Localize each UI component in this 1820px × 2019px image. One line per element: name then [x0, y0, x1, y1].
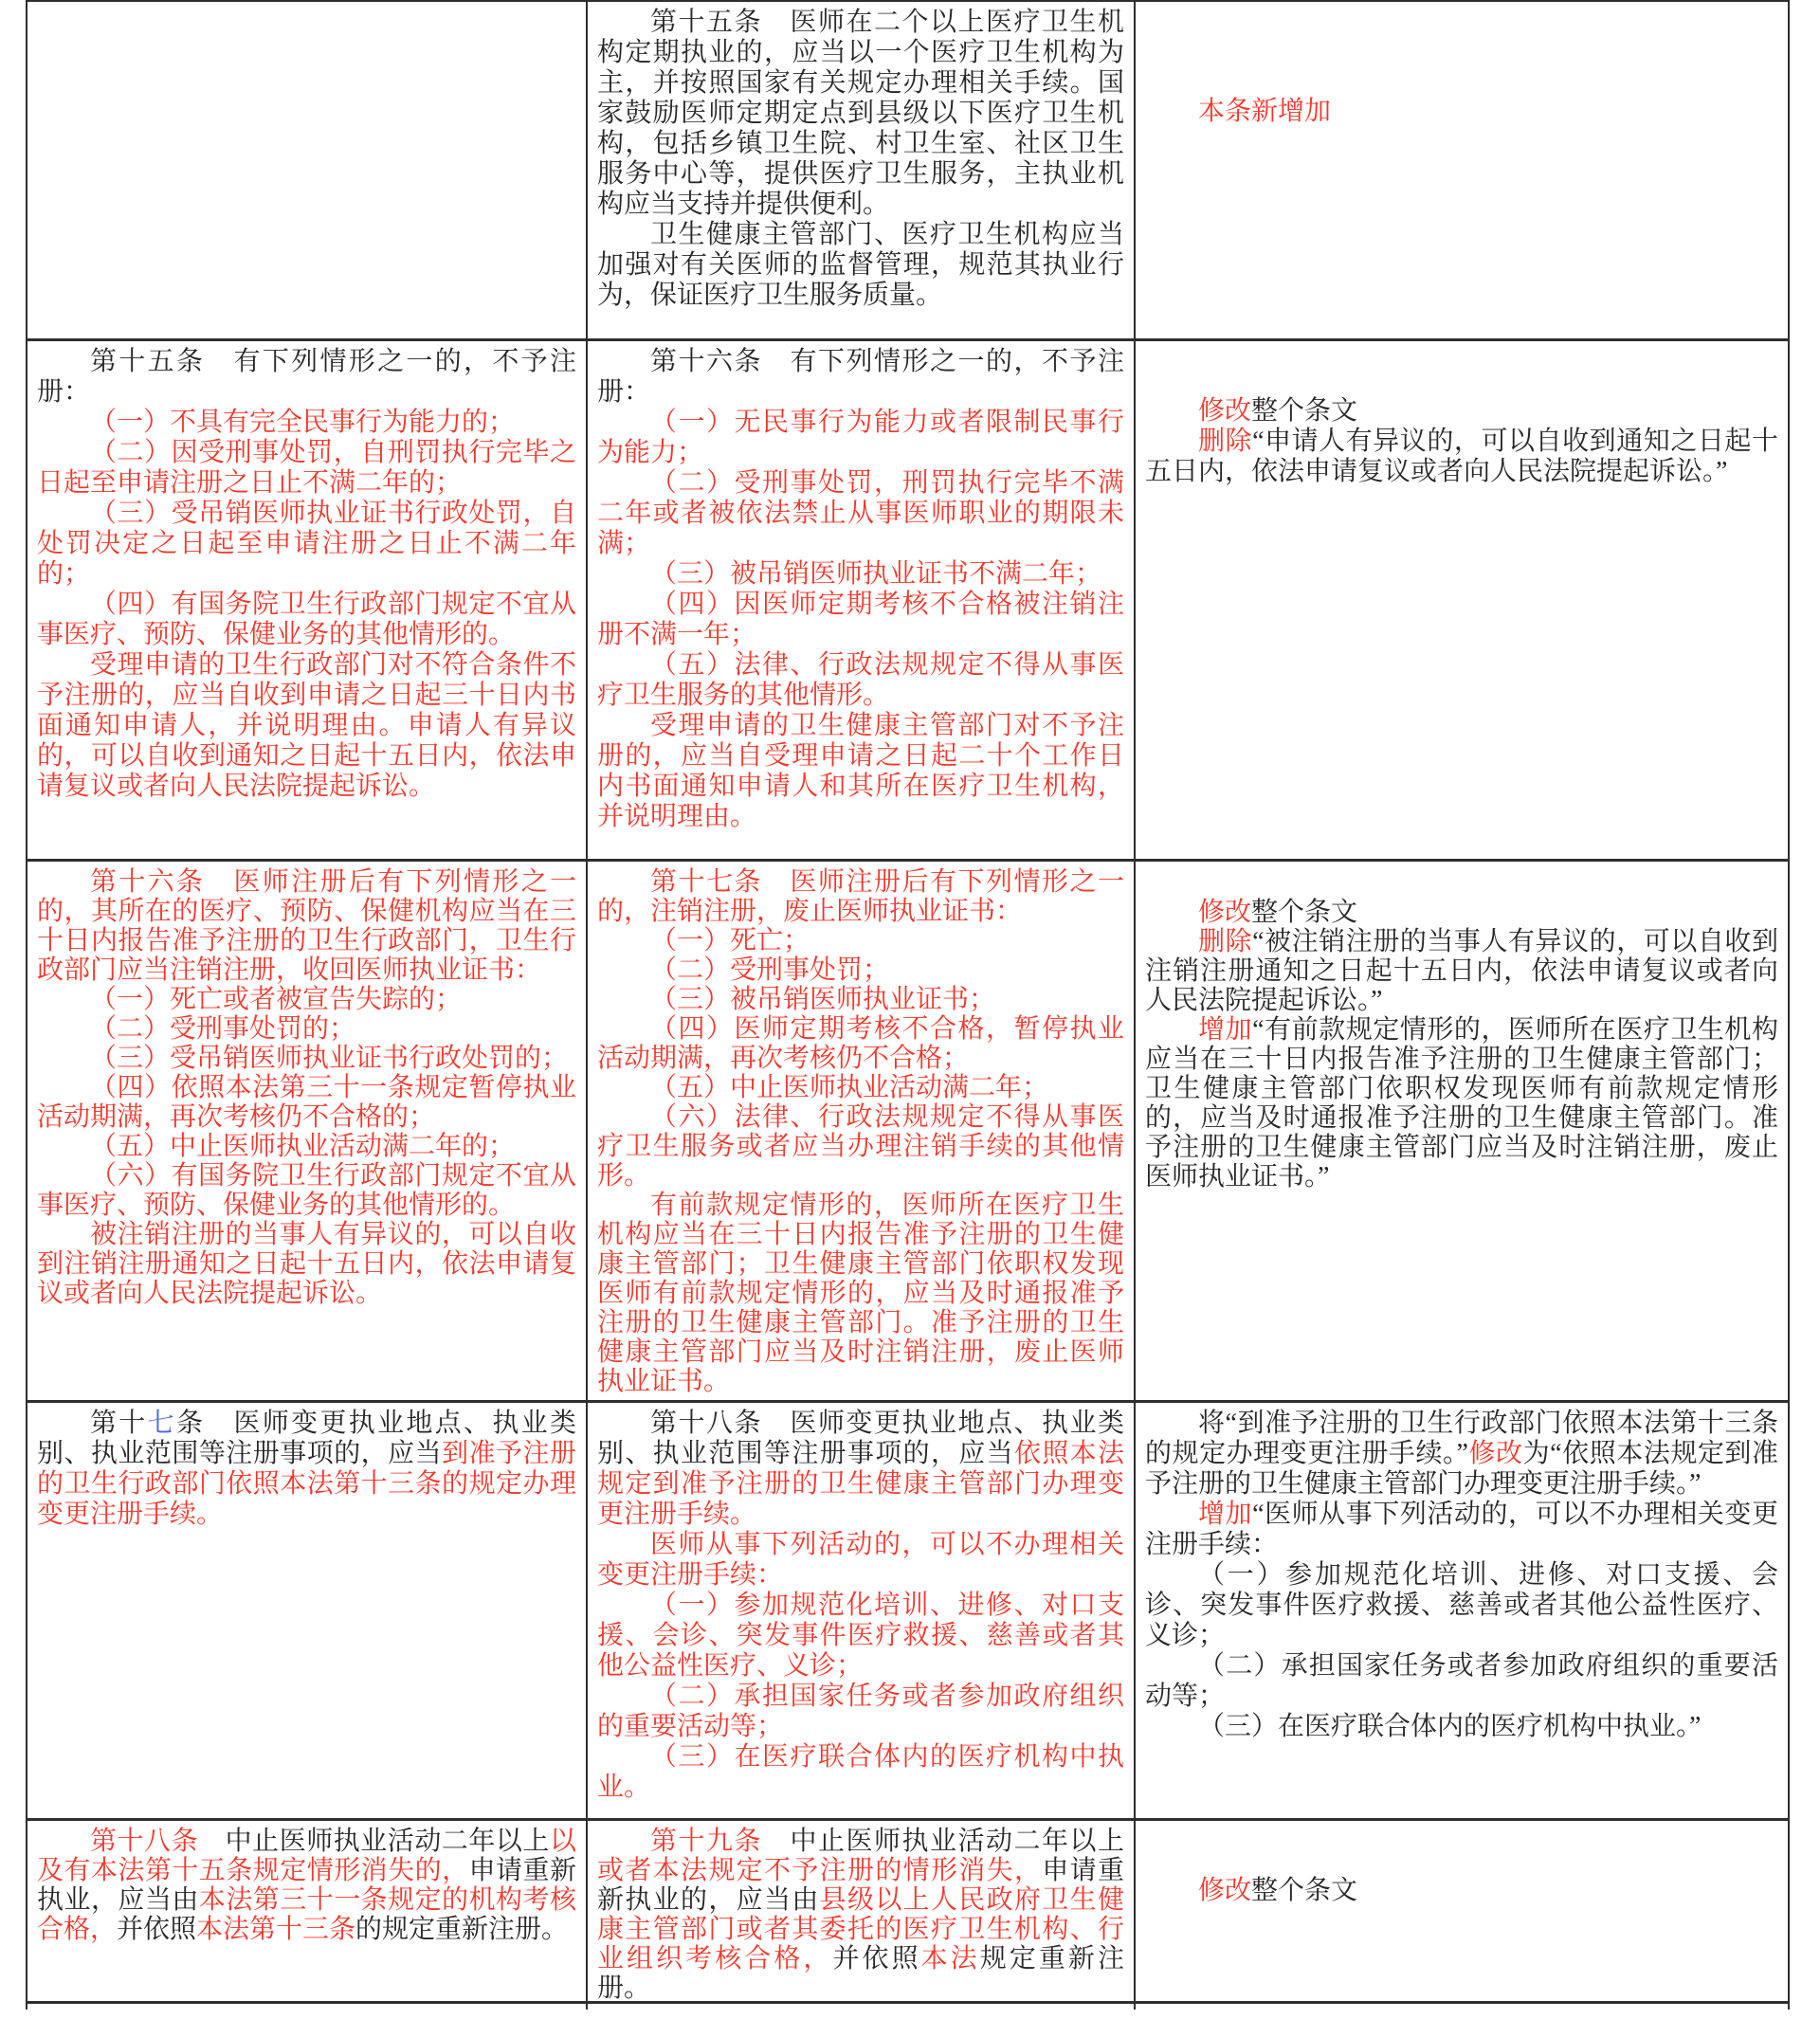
- new-law-cell: [588, 2, 1136, 338]
- paragraph: [1145, 97, 1778, 127]
- text-run: 增加: [1198, 1015, 1253, 1045]
- revision-note-cell: [1136, 2004, 1788, 2010]
- revision-note-cell: [1136, 1821, 1788, 2001]
- text-run: 增加: [1198, 1500, 1253, 1529]
- text-run: （一）死亡或者被宣告失踪的；: [90, 985, 463, 1014]
- text-run: 为“依照本法规定到准予注册的卫生健康主管部门办理变更注册手续。”: [1145, 1439, 1778, 1499]
- old-law-cell: [27, 2004, 588, 2010]
- text-run: 本法第三十一条规定的机构考核合格，: [37, 1885, 576, 1944]
- old-law-cell: [27, 1403, 588, 1818]
- paragraph: [597, 220, 1124, 311]
- text-run: 第十: [90, 1409, 148, 1438]
- paragraph: [1145, 1500, 1778, 1560]
- text-run: 规定重新注册。: [597, 1944, 1124, 2001]
- text-run: 并依照: [117, 1915, 197, 1944]
- text-run: （三）被吊销医师执业证书不满二年；: [650, 559, 1102, 589]
- text-run: 第十九条: [650, 1827, 762, 1856]
- paragraph: [597, 867, 1124, 926]
- row-article15-new: [27, 2, 1788, 341]
- paragraph: [597, 1827, 1124, 2001]
- text-run: 第十八条: [90, 1827, 199, 1856]
- paragraph: [37, 1827, 576, 1944]
- text-run: 将“到准予注册的卫生行政部门依照本法第十三条的规定办理变更注册手续。”: [1145, 1409, 1778, 1468]
- row-deregistration: [27, 862, 1788, 1403]
- new-law-cell: [588, 862, 1136, 1400]
- new-law-cell: [588, 341, 1136, 859]
- paragraph: [597, 1191, 1124, 1396]
- paragraph: [597, 1591, 1124, 1682]
- text-run: （四）依照本法第三十一条规定暂停执业活动期满，再次考核仍不合格的；: [37, 1073, 576, 1132]
- text-run: 第十六条 医师注册后有下列情形之一的，其所在的医疗、预防、保健机构应当在三十日内报告准予注册的卫生行政部门，卫生行政部门应当注销注册，收回医师执业证书：: [37, 867, 576, 985]
- paragraph: [37, 1409, 576, 1530]
- paragraph: [597, 1102, 1124, 1191]
- text-run: “申请人有异议的，可以自收到通知之日起十五日内，依法申请复议或者向人民法院提起诉讼。”: [1145, 427, 1778, 486]
- text-run: 县级以上人民政府卫生健康主管部门或者其委托的医疗卫生机构、行业组织考核合格，: [597, 1885, 1124, 1974]
- row-next-partial: [27, 2004, 1788, 2010]
- text-run: 删除: [1198, 427, 1253, 456]
- text-run: （四）医师定期考核不合格，暂停执业活动期满，再次考核仍不合格；: [597, 1014, 1124, 1073]
- new-law-cell: [588, 1821, 1136, 2001]
- revision-note-cell: [1136, 862, 1788, 1400]
- text-run: （一）不具有完全民事行为能力的；: [90, 408, 516, 437]
- text-run: （六）法律、行政法规规定不得从事医疗卫生服务或者应当办理注销手续的其他情形。: [597, 1102, 1124, 1191]
- paragraph: [1145, 1651, 1778, 1712]
- paragraph: [1145, 396, 1778, 427]
- text-run: 第十七条 医师注册后有下列情形之一的，注销注册，废止医师执业证书：: [597, 867, 1124, 926]
- row-registration-denial: [27, 341, 1788, 862]
- new-law-cell: [588, 2004, 1136, 2010]
- text-run: 依照本法规定到准予注册的卫生健康主管部门办理变更注册手续。: [597, 1439, 1124, 1529]
- paragraph: [597, 1014, 1124, 1073]
- paragraph: [1145, 898, 1778, 927]
- text-run: 第十五条 有下列情形之一的，不予注册：: [37, 347, 576, 407]
- paragraph: [37, 438, 576, 499]
- paragraph: [597, 711, 1124, 832]
- text-run: 整个条文: [1251, 898, 1358, 927]
- text-run: 受理申请的卫生行政部门对不符合条件不予注册的，应当自收到申请之日起三十日内书面通知申请人，并说明理由。申请人有异议的，可以自收到通知之日起十五日内，依法申请复议或者向人民法院提起诉讼。: [37, 650, 576, 801]
- text-run: 申请重新执业，应当由: [37, 1856, 576, 1915]
- paragraph: [37, 867, 576, 985]
- new-law-cell: [588, 1403, 1136, 1818]
- law-comparison-table: [26, 0, 1790, 2010]
- text-run: “被注销注册的当事人有异议的，可以自收到注销注册通知之日起十五日内，依法申请复议或者向人民法院提起诉讼。”: [1145, 927, 1778, 1015]
- text-run: 修改: [1198, 898, 1252, 927]
- paragraph: [1145, 927, 1778, 1015]
- old-law-cell: [27, 341, 588, 859]
- text-run: 条 医师变更执业地点、执业类别、执业范围等注册事项的，应当: [37, 1409, 576, 1468]
- text-run: （一）参加规范化培训、进修、对口支援、会诊、突发事件医疗救援、慈善或者其他公益性医疗、义诊；: [1145, 1560, 1778, 1650]
- paragraph: [37, 1073, 576, 1132]
- text-run: 本法第十三条: [196, 1915, 356, 1944]
- text-run: 修改: [1467, 1439, 1523, 1468]
- text-run: 第十八条 医师变更执业地点、执业类别、执业范围等注册事项的，应当: [597, 1409, 1124, 1468]
- text-run: （二）承担国家任务或者参加政府组织的重要活动等；: [597, 1682, 1124, 1741]
- text-run: 的规定重新注册。: [355, 1915, 569, 1944]
- text-run: 本法: [920, 1944, 980, 1974]
- paragraph: [597, 468, 1124, 559]
- paragraph: [37, 1161, 576, 1220]
- text-run: （三）在医疗联合体内的医疗机构中执业。”: [1198, 1712, 1702, 1741]
- text-run: 整个条文: [1251, 1876, 1358, 1905]
- old-law-cell: [27, 1821, 588, 2001]
- paragraph: [1145, 427, 1778, 487]
- paragraph: [597, 650, 1124, 711]
- text-run: 医师从事下列活动的，可以不办理相关变更注册手续：: [597, 1530, 1124, 1590]
- text-run: （五）法律、行政法规规定不得从事医疗卫生服务的其他情形。: [597, 650, 1124, 710]
- paragraph: [597, 1682, 1124, 1742]
- text-run: （四）有国务院卫生行政部门规定不宜从事医疗、预防、保健业务的其他情形的。: [37, 590, 576, 649]
- paragraph: [37, 1014, 576, 1044]
- text-run: 受理申请的卫生健康主管部门对不予注册的，应当自受理申请之日起二十个工作日内书面通知申请人和其所在医疗卫生机构，并说明理由。: [597, 711, 1124, 831]
- paragraph: [37, 650, 576, 802]
- text-run: 修改: [1198, 1876, 1252, 1905]
- revision-note-cell: [1136, 2, 1788, 338]
- paragraph: [37, 1132, 576, 1161]
- row-resume-practice: [27, 1821, 1788, 2004]
- text-run: （二）受刑事处罚；: [650, 955, 890, 985]
- text-run: 中止医师执业活动二年以上: [762, 1827, 1124, 1856]
- text-run: 到准予注册的卫生行政部门依照本法第十三条的规定办理变更注册手续。: [37, 1439, 576, 1529]
- text-run: 或者本法规定不予注册的情形消失，: [597, 1856, 1043, 1885]
- old-law-cell: [27, 862, 588, 1400]
- text-run: （四）因医师定期考核不合格被注销注册不满一年；: [597, 590, 1124, 649]
- paragraph: [37, 590, 576, 650]
- text-run: 整个条文: [1251, 396, 1358, 426]
- old-law-cell: [27, 2, 588, 338]
- text-run: 有前款规定情形的，医师所在医疗卫生机构应当在三十日内报告准予注册的卫生健康主管部门；卫生健康主管部门依职权发现医师有前款规定情形的，应当及时通报准予注册的卫生健康主管部门。准予注册的卫生健康主管部门应当及时注销注册，废止医师执业证书。: [597, 1191, 1124, 1396]
- paragraph: [37, 1044, 576, 1073]
- text-run: 修改: [1198, 396, 1252, 426]
- paragraph: [1145, 1015, 1778, 1191]
- paragraph: [597, 347, 1124, 408]
- text-run: 本条新增加: [1198, 97, 1332, 126]
- revision-note-cell: [1136, 341, 1788, 859]
- text-run: （二）受刑事处罚的；: [90, 1014, 356, 1044]
- text-run: 删除: [1198, 927, 1253, 956]
- text-run: 中止医师执业活动二年以上: [198, 1827, 550, 1856]
- paragraph: [37, 1220, 576, 1308]
- paragraph: [597, 1742, 1124, 1803]
- text-run: “医师从事下列活动的，可以不办理相关变更注册手续：: [1145, 1500, 1778, 1559]
- text-run: （三）受吊销医师执业证书行政处罚的；: [90, 1044, 569, 1073]
- text-run: 以及有本法第十五条规定情形消失的，: [37, 1827, 576, 1885]
- paragraph: [1145, 1409, 1778, 1500]
- text-run: （二）受刑事处罚，刑罚执行完毕不满二年或者被依法禁止从事医师职业的期限未满；: [597, 468, 1124, 558]
- text-run: （二）因受刑事处罚，自刑罚执行完毕之日起至申请注册之日止不满二年的；: [37, 438, 576, 498]
- text-run: 被注销注册的当事人有异议的，可以自收到注销注册通知之日起十五日内，依法申请复议或者向人民法院提起诉讼。: [37, 1220, 576, 1308]
- text-run: 七: [147, 1409, 176, 1438]
- paragraph: [597, 985, 1124, 1014]
- text-run: （二）承担国家任务或者参加政府组织的重要活动等；: [1145, 1651, 1778, 1711]
- text-run: 卫生健康主管部门、医疗卫生机构应当加强对有关医师的监督管理，规范其执业行为，保证医疗卫生服务质量。: [597, 220, 1124, 310]
- revision-note-cell: [1136, 1403, 1788, 1818]
- text-run: （三）被吊销医师执业证书；: [650, 985, 996, 1014]
- text-run: “有前款规定情形的，医师所在医疗卫生机构应当在三十日内报告准予注册的卫生健康主管部门；卫生健康主管部门依职权发现医师有前款规定情形的，应当及时通报准予注册的卫生健康主管部门。准予注册的卫生健康主管部门应当及时注销注册，废止医师执业证书。”: [1145, 1015, 1778, 1191]
- text-run: （五）中止医师执业活动满二年的；: [90, 1132, 516, 1161]
- text-run: （六）有国务院卫生行政部门规定不宜从事医疗、预防、保健业务的其他情形的。: [37, 1161, 576, 1220]
- text-run: （一）死亡；: [650, 926, 810, 955]
- paragraph: [1145, 1712, 1778, 1742]
- paragraph: [597, 1409, 1124, 1530]
- paragraph: [1145, 1876, 1778, 1905]
- text-run: （三）受吊销医师执业证书行政处罚，自处罚决定之日起至申请注册之日止不满二年的；: [37, 499, 576, 589]
- text-run: 第十六条 有下列情形之一的，不予注册：: [597, 347, 1124, 407]
- paragraph: [37, 985, 576, 1014]
- text-run: （一）无民事行为能力或者限制民事行为能力；: [597, 408, 1124, 467]
- text-run: （三）在医疗联合体内的医疗机构中执业。: [597, 1742, 1124, 1802]
- text-run: （一）参加规范化培训、进修、对口支援、会诊、突发事件医疗救援、慈善或者其他公益性医疗、义诊；: [597, 1591, 1124, 1681]
- paragraph: [597, 1530, 1124, 1591]
- paragraph: [597, 408, 1124, 468]
- text-run: 第十五条 医师在二个以上医疗卫生机构定期执业的，应当以一个医疗卫生机构为主，并按照国家有关规定办理相关手续。国家鼓励医师定期定点到县级以下医疗卫生机构，包括乡镇卫生院、村卫生室、社区卫生服务中心等，提供医疗卫生服务，主执业机构应当支持并提供便利。: [597, 8, 1124, 219]
- text-run: （五）中止医师执业活动满二年；: [650, 1073, 1049, 1102]
- paragraph: [37, 408, 576, 438]
- paragraph: [37, 499, 576, 590]
- paragraph: [37, 347, 576, 408]
- text-run: 申请重新执业的，应当由: [597, 1856, 1124, 1915]
- paragraph: [597, 955, 1124, 985]
- paragraph: [597, 559, 1124, 590]
- paragraph: [597, 8, 1124, 220]
- paragraph: [597, 926, 1124, 955]
- paragraph: [597, 590, 1124, 650]
- row-registration-change: [27, 1403, 1788, 1821]
- paragraph: [1145, 1560, 1778, 1651]
- text-run: 并依照: [832, 1944, 921, 1974]
- paragraph: [597, 1073, 1124, 1102]
